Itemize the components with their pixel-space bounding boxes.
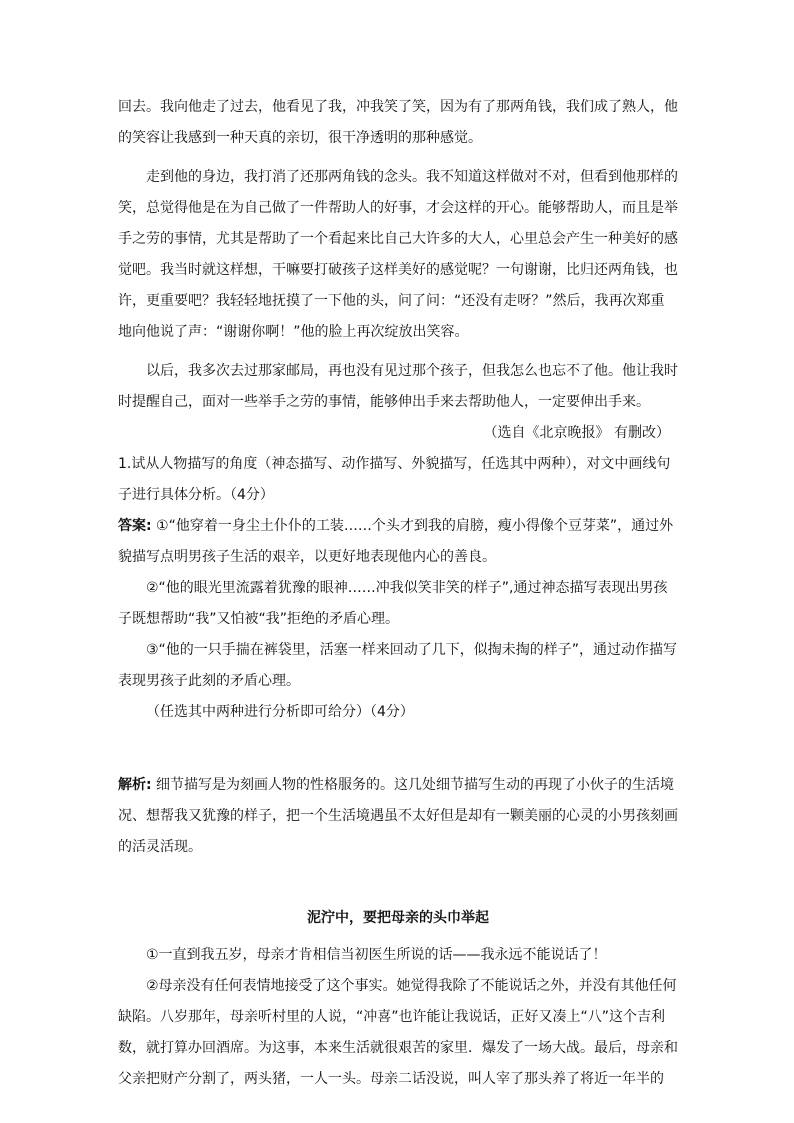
question1-prompt: 1.试从人物描写的角度（神态描写、动作描写、外貌描写，任选其中两种），对文中画线句子进行具体分析。（4分）: [118, 456, 671, 503]
passage2-paragraph-1: ①一直到我五岁，母亲才肯相信当初医生所说的话——我永远不能说话了！: [146, 947, 607, 963]
question1-answer-1: [118, 511, 678, 573]
question1-analysis: [118, 770, 678, 863]
passage2-paragraph-2: ②母亲没有任何表情地接受了这个事实。她觉得我除了不能说话之外，并没有其他任何缺陷。八岁那年，母亲听村里的人说，“冲喜”也许能让我说话，正好又凑上“八”这个吉利数，就打算办回酒席。为这事，本来生活就很艰苦的家里．爆发了一场大战。最后，母亲和父亲把财产分割了，两头猪，一人一头。母亲二话没说，叫人宰了那头养了将近一年半的: [118, 978, 678, 1087]
passage2-title: 泥泞中，要把母亲的头巾举起: [307, 910, 489, 926]
document-page: [118, 92, 678, 1095]
passage1-paragraph-2: 走到他的身边，我打消了还那两角钱的念头。我不知道这样做对不对，但看到他那样的笑，总觉得他是在为自己做了一件帮助人的好事，才会这样的开心。能够帮助人，而且是举手之劳的事情，尤其是帮助了一个看起来比自己大许多的大人，心里总会产生一种美好的感觉吧。我当时就这样想，干嘛要打破孩子这样美好的感觉呢？一句谢谢，比归还两角钱，也许，更重要吧？我轻轻地抚摸了一下他的头，问了问：“还没有走呀？”然后，我再次郑重地向他说了声：“谢谢你啊！”他的脸上再次绽放出笑容。: [118, 169, 678, 340]
analysis-text: 细节描写是为刻画人物的性格服务的。这几处细节描写生动的再现了小伙子的生活境况、想帮我又犹豫的样子，把一个生活境遇虽不太好但是却有一颗美丽的心灵的小男孩刻画的活灵活现。: [118, 777, 678, 855]
passage1-paragraph-1: 回去。我向他走了过去，他看见了我，冲我笑了笑，因为有了那两角钱，我们成了熟人，他的笑容让我感到一种天真的亲切，很干净透明的那种感觉。: [118, 99, 678, 146]
passage1-source: （选自《北京晚报》 有删改）: [483, 425, 670, 441]
question1-answer-3: ③“他的一只手揣在裤袋里，活塞一样来回动了几下，似掏未掏的样子”，通过动作描写表现男孩子此刻的矛盾心理。: [118, 642, 678, 689]
answer-1-text: ①“他穿着一身尘土仆仆的工装……个头才到我的肩膀，瘦小得像个豆芽菜”，通过外貌描写点明男孩子生活的艰辛，以更好地表现他内心的善良。: [118, 518, 674, 565]
answer-label: 答案:: [118, 518, 152, 534]
question1-answer-2: ②“他的眼光里流露着犹豫的眼神……冲我似笑非笑的样子”,通过神态描写表现出男孩子既想帮助“我”又怕被“我”拒绝的矛盾心理。: [118, 580, 668, 627]
analysis-label: 解析:: [118, 777, 152, 793]
passage1-paragraph-3: 以后，我多次去过那家邮局，再也没有见过那个孩子，但我怎么也忘不了他。他让我时时提醒自己，面对一些举手之劳的事情，能够伸出手来去帮助他人，一定要伸出手来。: [118, 363, 678, 410]
question1-answer-note: （任选其中两种进行分析即可给分）（4分）: [146, 704, 414, 720]
